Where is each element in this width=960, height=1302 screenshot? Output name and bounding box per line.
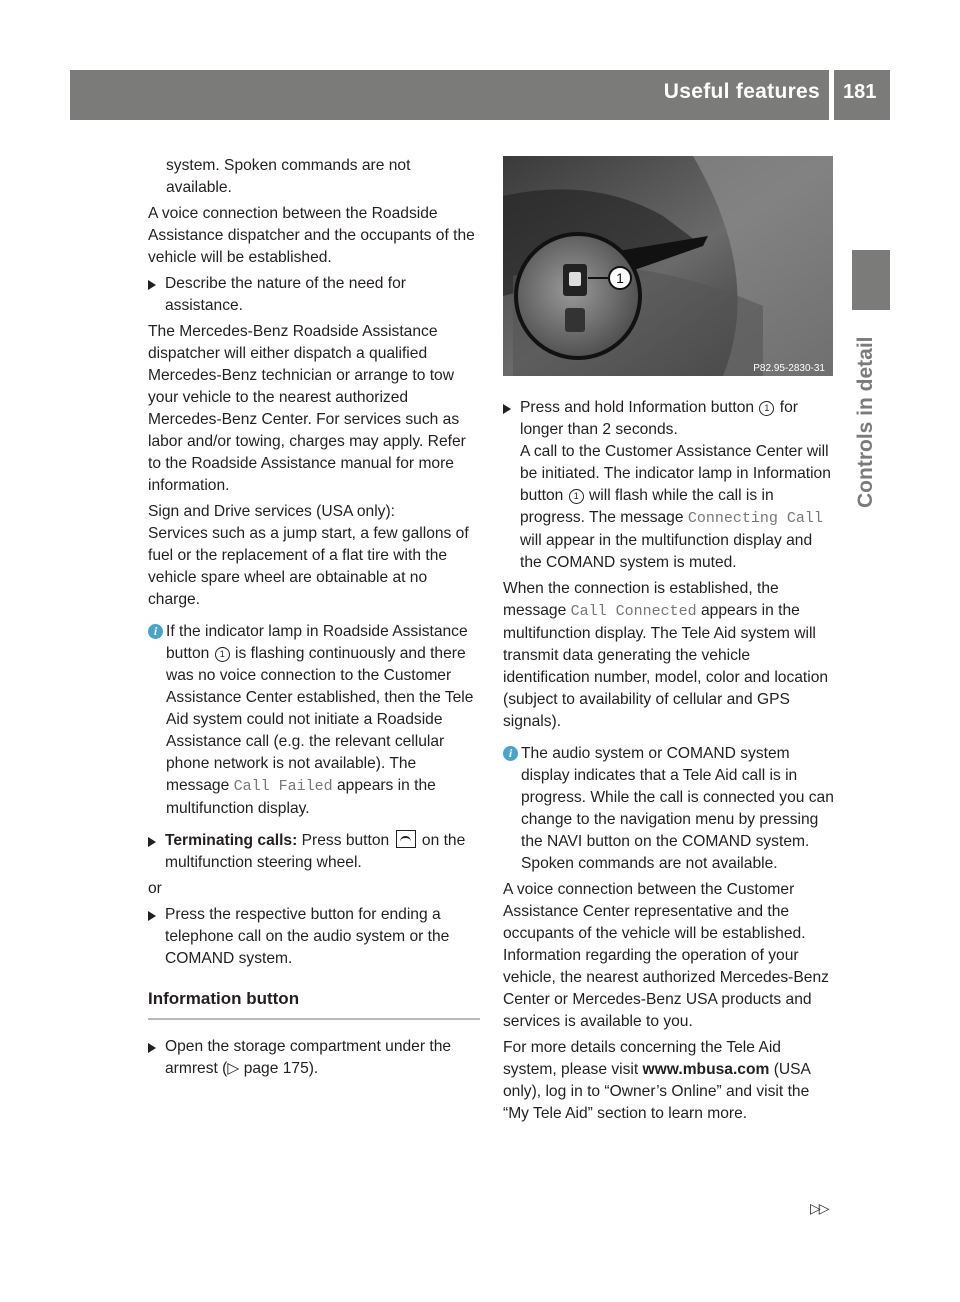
info-note [148,621,480,820]
header-divider [829,70,834,120]
side-tab-label: Controls in detail [854,336,877,508]
right-column [503,397,835,1129]
step-text: for longer than 2 seconds. [520,399,798,438]
step-item [503,397,835,574]
paragraph-text: (USA only), log in to “Owner’s Online” and visit the “My Tele Aid” section to learn more. [503,1061,811,1122]
paragraph [503,578,835,733]
paragraph: The Mercedes-Benz Roadside Assistance dispatcher will either dispatch a qualified Mercedes-Benz technician or arrange to tow your vehicle to the nearest authorized Mercedes-Benz Center. For services such as labor and/or towing, charges may apply. Refer to the Roadside Assistance manual for more information. [148,323,466,494]
paragraph [503,1037,835,1125]
callout-1-icon: 1 [215,647,230,662]
step-text: Describe the nature of the need for assistance. [165,275,406,314]
step-label: Terminating calls: [165,832,298,849]
step-text: Press and hold Information button [520,399,755,416]
step-text: on the multifunction steering wheel. [165,832,466,871]
note-text: is flashing continuously and there was no voice connection to the Customer Assistance Center established, then the Tele Aid system could not initiate a Roadside Assistance call (e.g. the relevant cellular phone network is not available). The message [166,645,474,794]
step-arrow-icon [503,404,511,414]
section-title: Useful features [663,80,820,103]
step-item [148,830,480,874]
paragraph: A voice connection between the Roadside Assistance dispatcher and the occupants of the vehicle will be established. [148,205,475,266]
info-icon: i [148,624,163,639]
section-heading: Information button [148,988,480,1020]
step-text: Press the respective button for ending a telephone call on the audio system or the COMAND system. [165,906,450,967]
step-item [148,1036,480,1080]
step-arrow-icon [148,837,156,847]
paragraph-text: For more details concerning the Tele Aid system, please visit [503,1039,781,1078]
display-message: Call Connected [570,603,697,620]
callout-1-icon: 1 [759,401,774,416]
info-note [503,743,835,875]
step-text: will flash while the call is in progress. The message [520,487,774,526]
website-link[interactable]: www.mbusa.com [642,1061,770,1078]
info-icon: i [503,746,518,761]
paragraph-line: Services such as a jump start, a few gallons of fuel or the replacement of a flat tire with the vehicle spare wheel are obtainable at no charge. [148,525,469,608]
paragraph [148,501,480,611]
note-text: appears in the multifunction display. [166,777,436,817]
paragraph-text: When the connection is established, the message [503,580,779,619]
step-item [148,904,480,970]
callout-number: 1 [616,270,624,286]
side-tab [852,320,890,510]
armrest-photo [503,156,833,376]
end-call-icon [396,830,416,848]
paragraph-text: appears in the multifunction display. The Tele Aid system will transmit data generating the vehicle identification number, model, color and location (subject to availability of cellular and GPS signals). [503,602,829,730]
step-arrow-icon [148,280,156,290]
side-tab-marker [852,250,890,310]
step-text: will appear in the multifunction display and the COMAND system is muted. [520,532,813,571]
note-text: The audio system or COMAND system display indicates that a Tele Aid call is in progress. While the call is connected you can change to the navigation menu by pressing the NAVI button on the COMAND system. Spoken commands are not available. [521,745,834,872]
note-text: If the indicator lamp in Roadside Assistance button [166,623,468,662]
page-number: 181 [843,81,877,103]
callout-1-icon: 1 [569,489,584,504]
or-text: or [148,880,162,897]
step-item [148,273,480,317]
photo-code: P82.95-2830-31 [753,363,825,374]
step-arrow-icon [148,1043,156,1053]
paragraph: system. Spoken commands are not available. [166,157,411,196]
display-message: Connecting Call [687,510,823,527]
step-text: Press button [301,832,390,849]
step-text: A call to the Customer Assistance Center will be initiated. The indicator lamp in Information button [520,443,831,504]
next-page-icon: ▷▷ [810,1200,828,1216]
paragraph: A voice connection between the Customer Assistance Center representative and the occupants of the vehicle will be established. Information regarding the operation of your vehicle, the nearest authorized Mercedes-Benz Center or Mercedes-Benz USA products and services is available to you. [503,881,829,1030]
step-text: Open the storage compartment under the armrest (▷ page 175). [165,1038,452,1077]
step-arrow-icon [148,911,156,921]
left-column [148,155,480,1084]
display-message: Call Failed [233,778,333,795]
paragraph-line: Sign and Drive services (USA only): [148,503,395,520]
